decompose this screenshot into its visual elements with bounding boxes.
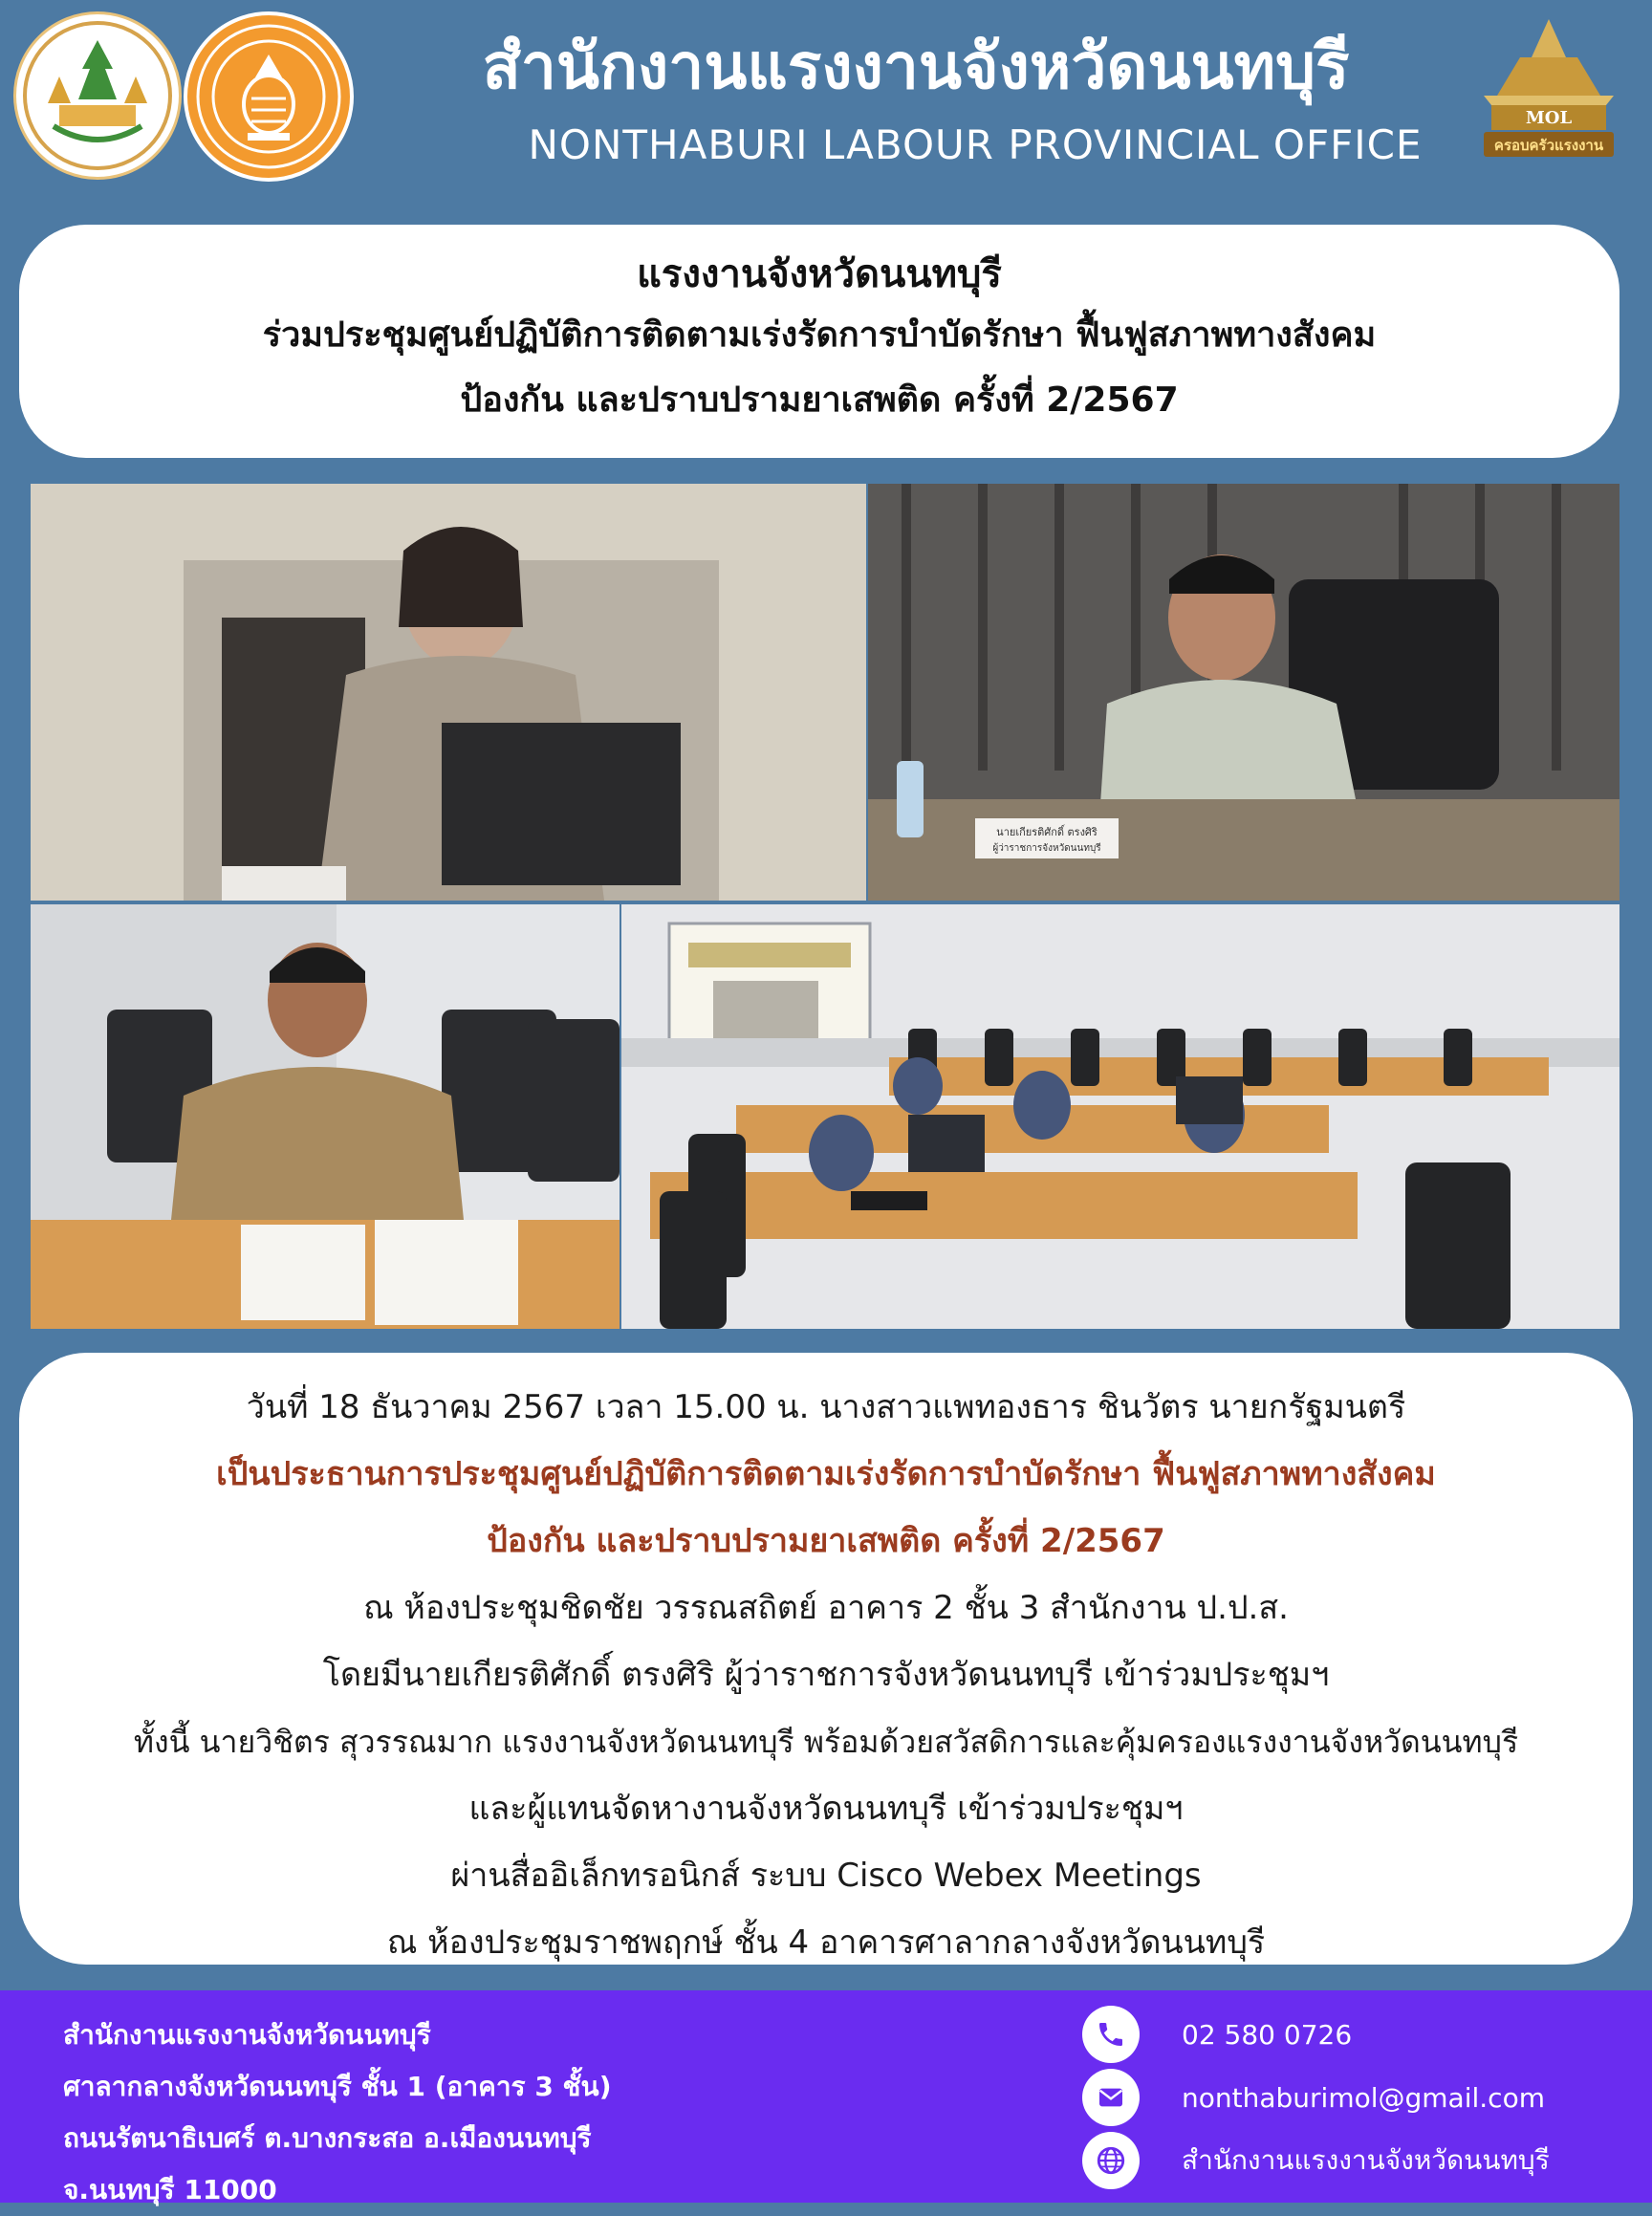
photo-labour-officer [31,904,620,1329]
headline-line-1: แรงงานจังหวัดนนทบุรี [637,252,1002,296]
body-line-8: ผ่านสื่ออิเล็กทรอนิกส์ ระบบ Cisco Webex Meetings [450,1857,1202,1895]
email-address: nonthaburimol@gmail.com [1182,2081,1545,2114]
body-line-3: ป้องกัน และปราบปรามยาเสพติด ครั้งที่ 2/2567 [487,1522,1165,1560]
address-line: ถนนรัตนาธิเบศร์ ต.บางกระสอ อ.เมืองนนทบุรี [63,2122,592,2154]
website-name: สำนักงานแรงงานจังหวัดนนทบุรี [1182,2144,1550,2176]
header [0,0,1652,220]
photo-meeting-room [621,904,1619,1329]
body-line-2: เป็นประธานการประชุมศูนย์ปฏิบัติการติดตามเร่งรัดการบำบัดรักษา ฟื้นฟูสภาพทางสังคม [216,1455,1436,1493]
body-line-9: ณ ห้องประชุมราชพฤกษ์ ชั้น 4 อาคารศาลากลางจังหวัดนนทบุรี [386,1923,1266,1962]
body-line-5: โดยมีนายเกียรติศักดิ์ ตรงศิริ ผู้ว่าราชการจังหวัดนนทบุรี เข้าร่วมประชุมฯ [322,1656,1330,1694]
photo-governor [868,484,1619,901]
svg-text:MOL: MOL [1525,108,1573,128]
svg-text:ครอบครัวแรงงาน: ครอบครัวแรงงาน [1493,137,1604,154]
body-line-7: และผู้แทนจัดหางานจังหวัดนนทบุรี เข้าร่วมประชุมฯ [468,1790,1184,1828]
nonthaburi-seal-logo [184,11,354,182]
body-line-4: ณ ห้องประชุมชิดชัย วรรณสถิตย์ อาคาร 2 ชั้น 3 สำนักงาน ป.ป.ส. [363,1589,1289,1627]
mol-family-logo [1463,13,1635,166]
contact-email[interactable] [1082,2069,1545,2126]
office-title-english: NONTHABURI LABOUR PROVINCIAL OFFICE [528,121,1423,168]
address-line: จ.นนทบุรี 11000 [63,2174,277,2205]
body-line-6: ทั้งนี้ นายวิชิตร สุวรรณมาก แรงงานจังหวัดนนทบุรี พร้อมด้วยสวัสดิการและคุ้มครองแรงงานจังหวัดนนทบุรี [133,1724,1519,1760]
headline-line-2: ร่วมประชุมศูนย์ปฏิบัติการติดตามเร่งรัดการบำบัดรักษา ฟื้นฟูสภาพทางสังคม [262,315,1377,355]
address-line: ศาลากลางจังหวัดนนทบุรี ชั้น 1 (อาคาร 3 ชั้น) [63,2071,612,2102]
governor-nameplate-title: ผู้ว่าราชการจังหวัดนนทบุรี [992,843,1101,854]
body-line-1: วันที่ 18 ธันวาคม 2567 เวลา 15.00 น. นางสาวแพทองธาร ชินวัตร นายกรัฐมนตรี [246,1388,1406,1426]
contact-phone[interactable] [1082,2006,1352,2063]
photo-prime-minister-video [31,484,866,901]
ministry-of-labour-logo [13,11,182,180]
office-title-thai: สำนักงานแรงงานจังหวัดนนทบุรี [482,30,1350,103]
envelope-icon [1082,2069,1140,2126]
contact-website[interactable] [1082,2132,1550,2189]
phone-number: 02 580 0726 [1182,2018,1353,2051]
footer [0,1990,1652,2203]
body-text-box [19,1353,1633,1965]
footer-address [63,2010,612,2216]
headline-line-3: ป้องกัน และปราบปรามยาเสพติด ครั้งที่ 2/2567 [460,380,1179,420]
headline-box [19,225,1619,458]
governor-nameplate-name: นายเกียรติศักดิ์ ตรงศิริ [996,826,1098,838]
globe-icon [1082,2132,1140,2189]
phone-icon [1082,2006,1140,2063]
address-line: สำนักงานแรงงานจังหวัดนนทบุรี [63,2019,431,2051]
